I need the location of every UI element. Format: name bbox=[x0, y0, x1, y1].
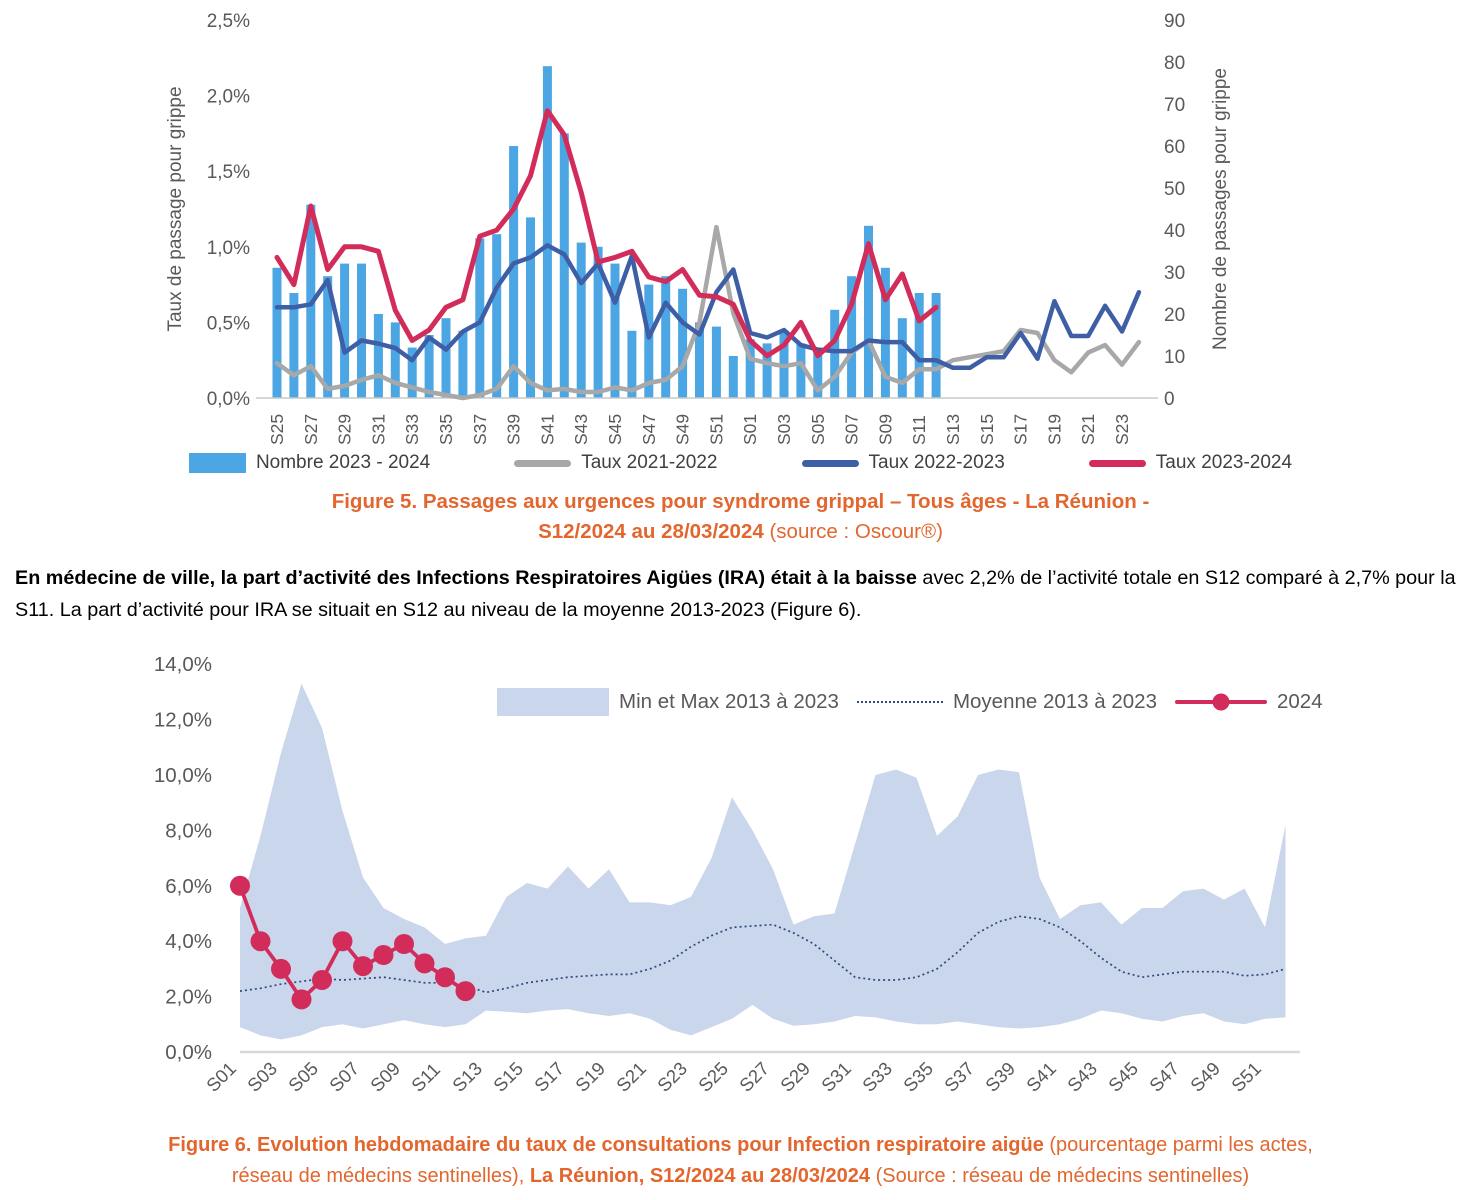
x-tick-label: S15 bbox=[976, 413, 997, 445]
x-tick-label: S31 bbox=[368, 413, 389, 445]
x-tick-label: S19 bbox=[1044, 413, 1065, 445]
marker-2024 bbox=[374, 945, 394, 965]
legend-item-taux-2023-2024 bbox=[1089, 452, 1292, 474]
x-tick-label: S29 bbox=[775, 1057, 815, 1096]
x-tick-label: S01 bbox=[740, 413, 761, 445]
x-tick-label: S43 bbox=[1062, 1057, 1102, 1096]
y-right-tick-label: 70 bbox=[1164, 95, 1186, 116]
marker-dot-icon bbox=[1212, 694, 1229, 711]
paragraph-bold-text: En médecine de ville, la part d’activité des Infections Respiratoires Aigües (IRA) était à la baisse bbox=[15, 567, 917, 589]
figure6-caption-title: Figure 6. Evolution hebdomadaire du taux de consultations pour Infection respiratoire aigüe bbox=[168, 1134, 1044, 1156]
marker-2024 bbox=[292, 989, 312, 1009]
line-marker-swatch-icon bbox=[1175, 700, 1267, 704]
figure6-caption-source: (Source : réseau de médecins sentinelles) bbox=[870, 1165, 1250, 1187]
x-tick-label: S21 bbox=[1078, 413, 1099, 445]
x-tick-label: S25 bbox=[267, 413, 287, 445]
legend-label: Taux 2022-2023 bbox=[868, 452, 1005, 473]
marker-2024 bbox=[230, 876, 250, 896]
y-tick-label: 0,0% bbox=[165, 1041, 212, 1064]
bar bbox=[577, 243, 586, 398]
y-right-tick-label: 30 bbox=[1164, 263, 1186, 284]
figure5-legend bbox=[0, 452, 1481, 474]
bar bbox=[830, 310, 839, 398]
line-swatch-icon bbox=[802, 460, 859, 467]
bar bbox=[712, 327, 721, 398]
y-left-tick-label: 1,5% bbox=[206, 162, 250, 184]
legend-item-min-max bbox=[497, 688, 839, 716]
x-tick-label: S45 bbox=[605, 413, 625, 445]
legend-item-nombre-2023-2024 bbox=[189, 452, 430, 474]
x-tick-label: S05 bbox=[807, 413, 828, 445]
y-tick-label: 12,0% bbox=[153, 708, 212, 732]
x-tick-label: S51 bbox=[706, 413, 727, 445]
bar-swatch-icon bbox=[189, 453, 246, 473]
y-tick-label: 6,0% bbox=[165, 874, 212, 898]
y-left-tick-label: 2,5% bbox=[206, 11, 250, 32]
legend-item-moyenne bbox=[857, 690, 1157, 714]
bar bbox=[898, 318, 907, 398]
x-tick-label: S03 bbox=[774, 413, 794, 445]
x-tick-label: S35 bbox=[898, 1057, 938, 1096]
x-tick-label: S09 bbox=[365, 1057, 405, 1096]
x-tick-label: S17 bbox=[529, 1057, 569, 1096]
band-swatch-icon bbox=[497, 688, 609, 716]
marker-2024 bbox=[456, 981, 476, 1001]
line-swatch-icon bbox=[514, 460, 571, 467]
x-tick-label: S31 bbox=[816, 1057, 856, 1096]
x-tick-label: S47 bbox=[638, 413, 659, 445]
y-right-tick-label: 10 bbox=[1164, 347, 1186, 368]
legend-item-taux-2022-2023 bbox=[802, 452, 1005, 474]
x-tick-label: S25 bbox=[693, 1057, 733, 1096]
bar bbox=[492, 234, 501, 398]
x-tick-label: S49 bbox=[672, 413, 693, 445]
y-right-tick-label: 90 bbox=[1164, 11, 1186, 32]
bar bbox=[560, 133, 569, 398]
marker-2024 bbox=[271, 959, 291, 979]
figure5-caption-source: (source : Oscour®) bbox=[763, 520, 943, 543]
x-tick-label: S51 bbox=[1226, 1057, 1266, 1096]
x-tick-label: S45 bbox=[1103, 1057, 1143, 1096]
x-tick-label: S11 bbox=[406, 1058, 445, 1096]
figure6-caption-line2 bbox=[0, 1161, 1481, 1192]
y-left-tick-label: 1,0% bbox=[206, 237, 250, 259]
bar bbox=[678, 289, 687, 398]
x-tick-label: S23 bbox=[652, 1057, 692, 1096]
figure6-caption-note2: réseau de médecins sentinelles), bbox=[231, 1165, 530, 1187]
x-tick-label: S01 bbox=[201, 1057, 241, 1096]
figure6-legend bbox=[497, 688, 1323, 716]
y-tick-label: 10,0% bbox=[153, 764, 212, 787]
x-tick-label: S27 bbox=[300, 413, 321, 445]
y-right-tick-label: 0 bbox=[1164, 389, 1175, 410]
y-right-tick-label: 40 bbox=[1164, 221, 1186, 242]
x-tick-label: S03 bbox=[242, 1057, 282, 1096]
x-tick-label: S49 bbox=[1185, 1057, 1225, 1096]
bar bbox=[273, 268, 282, 398]
series-nombre-bars bbox=[273, 66, 941, 398]
x-tick-label: S39 bbox=[980, 1057, 1020, 1096]
x-tick-label: S11 bbox=[909, 415, 930, 445]
y-right-tick-label: 60 bbox=[1164, 137, 1186, 158]
bar bbox=[611, 264, 620, 398]
legend-item-taux-2021-2022 bbox=[514, 452, 717, 474]
figure5-caption-line1: Figure 5. Passages aux urgences pour syndrome grippal – Tous âges - La Réunion - bbox=[331, 490, 1150, 513]
x-tick-label: S33 bbox=[402, 413, 423, 445]
body-paragraph bbox=[15, 562, 1466, 626]
y-left-axis-title: Taux de passage pour grippe bbox=[165, 86, 186, 332]
marker-2024 bbox=[415, 953, 435, 973]
bar bbox=[442, 318, 451, 398]
bar bbox=[509, 146, 518, 398]
figure5-caption-period: S12/2024 au 28/03/2024 bbox=[538, 520, 764, 543]
marker-2024 bbox=[312, 970, 332, 990]
y-tick-label: 14,0% bbox=[153, 653, 212, 677]
x-tick-label: S13 bbox=[447, 1057, 487, 1096]
x-tick-label: S09 bbox=[875, 413, 896, 445]
legend-label: Min et Max 2013 à 2023 bbox=[619, 690, 839, 713]
figure6-plot bbox=[154, 653, 1300, 1096]
x-tick-label: S23 bbox=[1112, 413, 1132, 445]
figure6-caption-place-period: La Réunion, S12/2024 au 28/03/2024 bbox=[529, 1165, 871, 1187]
figure5-caption bbox=[0, 487, 1481, 547]
x-tick-label: S29 bbox=[334, 413, 355, 445]
bar bbox=[458, 331, 467, 398]
marker-2024 bbox=[435, 967, 455, 987]
bar bbox=[729, 356, 738, 398]
x-tick-label: S39 bbox=[503, 413, 524, 445]
line-swatch-icon bbox=[1089, 460, 1146, 467]
paragraph-text: avec 2,2% de l’activité totale en S12 comparé à 2,7% pour la S11. La part d’activité pour IRA se situait en S12 au niveau de la moyenne 2013-2023 (Figure 6). bbox=[15, 567, 1456, 621]
x-tick-label: S21 bbox=[611, 1057, 651, 1096]
x-tick-label: S13 bbox=[943, 413, 963, 445]
x-tick-label: S37 bbox=[939, 1057, 979, 1096]
x-tick-label: S43 bbox=[571, 413, 592, 445]
y-right-tick-label: 20 bbox=[1164, 305, 1186, 326]
legend-label: Taux 2023-2024 bbox=[1155, 452, 1293, 473]
y-right-tick-label: 80 bbox=[1164, 53, 1186, 74]
x-tick-label: S07 bbox=[841, 413, 862, 445]
x-tick-label: S35 bbox=[436, 413, 456, 445]
x-tick-label: S41 bbox=[537, 413, 558, 445]
x-tick-label: S19 bbox=[570, 1057, 610, 1096]
bar bbox=[526, 217, 535, 398]
y-tick-label: 8,0% bbox=[165, 819, 212, 843]
bar bbox=[391, 322, 400, 398]
band-min-max bbox=[240, 684, 1286, 1040]
y-left-tick-label: 0,0% bbox=[206, 389, 250, 410]
dotted-line-swatch-icon bbox=[857, 701, 943, 703]
y-tick-label: 4,0% bbox=[165, 930, 212, 954]
marker-2024 bbox=[251, 931, 271, 951]
y-left-tick-label: 2,0% bbox=[206, 86, 250, 108]
marker-2024 bbox=[353, 956, 373, 976]
figure6-caption bbox=[0, 1130, 1481, 1192]
legend-label: 2024 bbox=[1276, 690, 1323, 713]
y-right-axis-title: Nombre de passages pour grippe bbox=[1210, 67, 1231, 351]
x-tick-label: S07 bbox=[324, 1057, 364, 1096]
figure5-caption-line2 bbox=[0, 517, 1481, 547]
legend-label: Moyenne 2013 à 2023 bbox=[952, 690, 1157, 713]
y-tick-label: 2,0% bbox=[165, 985, 212, 1009]
marker-2024 bbox=[333, 931, 353, 951]
x-tick-label: S17 bbox=[1010, 413, 1031, 445]
x-tick-label: S37 bbox=[469, 413, 490, 445]
figure6-caption-note: (pourcentage parmi les actes, bbox=[1043, 1134, 1313, 1156]
y-right-tick-label: 50 bbox=[1164, 179, 1186, 200]
marker-2024 bbox=[394, 934, 414, 954]
x-tick-label: S27 bbox=[734, 1057, 774, 1096]
x-tick-label: S33 bbox=[857, 1057, 897, 1096]
y-left-tick-label: 0,5% bbox=[206, 313, 250, 335]
x-tick-label: S41 bbox=[1021, 1057, 1061, 1096]
x-tick-label: S47 bbox=[1144, 1057, 1184, 1096]
legend-item-2024 bbox=[1175, 690, 1323, 714]
x-tick-label: S15 bbox=[488, 1057, 528, 1096]
bar bbox=[374, 314, 383, 398]
figure6-caption-line1 bbox=[0, 1130, 1481, 1161]
x-tick-label: S05 bbox=[283, 1057, 323, 1096]
legend-label: Nombre 2023 - 2024 bbox=[255, 452, 431, 473]
legend-label: Taux 2021-2022 bbox=[581, 452, 718, 473]
figure5-plot bbox=[165, 11, 1231, 445]
